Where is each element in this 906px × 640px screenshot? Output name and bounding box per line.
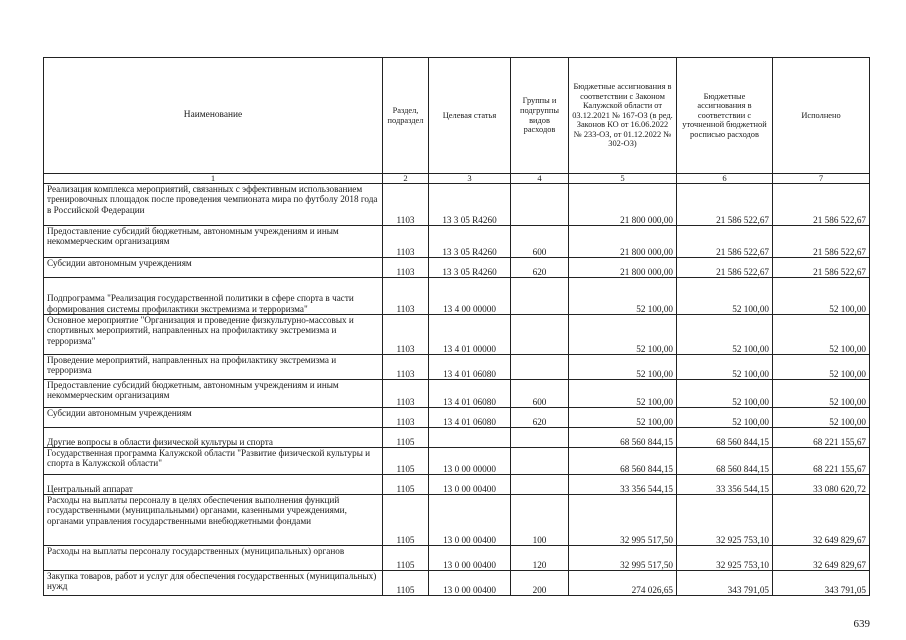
row-target-article: 13 0 00 00400 xyxy=(429,495,511,546)
row-law-allocation: 52 100,00 xyxy=(569,278,677,315)
row-target-article: 13 0 00 00400 xyxy=(429,571,511,596)
row-section: 1103 xyxy=(383,380,429,408)
row-expense-group: 100 xyxy=(511,495,569,546)
row-target-article: 13 4 01 06080 xyxy=(429,380,511,408)
row-target-article: 13 0 00 00400 xyxy=(429,475,511,495)
table-row xyxy=(44,184,870,226)
row-expense-group: 120 xyxy=(511,546,569,571)
table-row xyxy=(44,428,870,448)
row-target-article: 13 4 01 00000 xyxy=(429,315,511,355)
row-expense-group: 620 xyxy=(511,258,569,278)
row-law-allocation: 52 100,00 xyxy=(569,355,677,380)
row-expense-group xyxy=(511,475,569,495)
row-expense-group xyxy=(511,315,569,355)
table-row xyxy=(44,315,870,355)
row-name: Субсидии автономным учреждениям xyxy=(44,258,383,278)
row-law-allocation: 21 800 000,00 xyxy=(569,184,677,226)
row-section: 1105 xyxy=(383,448,429,475)
row-law-allocation: 33 356 544,15 xyxy=(569,475,677,495)
row-law-allocation: 52 100,00 xyxy=(569,315,677,355)
row-refined-allocation: 52 100,00 xyxy=(677,355,773,380)
row-target-article xyxy=(429,428,511,448)
column-header-target-article: Целевая статья xyxy=(429,58,511,174)
row-executed: 52 100,00 xyxy=(773,355,870,380)
row-refined-allocation: 21 586 522,67 xyxy=(677,258,773,278)
column-number: 4 xyxy=(511,174,569,184)
row-executed: 21 586 522,67 xyxy=(773,184,870,226)
table-row xyxy=(44,355,870,380)
row-executed: 33 080 620,72 xyxy=(773,475,870,495)
row-expense-group xyxy=(511,448,569,475)
row-executed: 68 221 155,67 xyxy=(773,428,870,448)
row-refined-allocation: 52 100,00 xyxy=(677,315,773,355)
row-target-article: 13 4 00 00000 xyxy=(429,278,511,315)
row-refined-allocation: 32 925 753,10 xyxy=(677,546,773,571)
row-section: 1103 xyxy=(383,226,429,258)
column-number: 1 xyxy=(44,174,383,184)
row-name: Другие вопросы в области физической культуры и спорта xyxy=(44,428,383,448)
column-header-expense-group: Группы и подгруппы видов расходов xyxy=(511,58,569,174)
row-law-allocation: 52 100,00 xyxy=(569,380,677,408)
row-refined-allocation: 52 100,00 xyxy=(677,278,773,315)
row-refined-allocation: 68 560 844,15 xyxy=(677,448,773,475)
row-name: Закупка товаров, работ и услуг для обеспечения государственных (муниципальных) нужд xyxy=(44,571,383,596)
row-executed: 343 791,05 xyxy=(773,571,870,596)
row-executed: 52 100,00 xyxy=(773,278,870,315)
column-number: 7 xyxy=(773,174,870,184)
row-section: 1105 xyxy=(383,495,429,546)
row-refined-allocation: 21 586 522,67 xyxy=(677,226,773,258)
table-row xyxy=(44,278,870,315)
row-name: Расходы на выплаты персоналу в целях обеспечения выполнения функций государственными (муниципальными) органами, казенными учреждениями, органами управления государственными внебюджетными фондами xyxy=(44,495,383,546)
row-expense-group: 600 xyxy=(511,380,569,408)
row-refined-allocation: 52 100,00 xyxy=(677,380,773,408)
row-name: Основное мероприятие "Организация и проведение физкультурно-массовых и спортивных мероприятий, направленных на профилактику экстремизма и терроризма" xyxy=(44,315,383,355)
row-law-allocation: 32 995 517,50 xyxy=(569,546,677,571)
row-refined-allocation: 343 791,05 xyxy=(677,571,773,596)
row-name: Государственная программа Калужской области "Развитие физической культуры и спорта в Калужской области" xyxy=(44,448,383,475)
row-target-article: 13 0 00 00400 xyxy=(429,546,511,571)
budget-execution-table xyxy=(43,57,870,596)
row-name: Проведение мероприятий, направленных на профилактику экстремизма и терроризма xyxy=(44,355,383,380)
column-header-refined-allocation: Бюджетные ассигнования в соответствии с уточненной бюджетной росписью расходов xyxy=(677,58,773,174)
row-section: 1105 xyxy=(383,428,429,448)
row-expense-group xyxy=(511,355,569,380)
row-executed: 21 586 522,67 xyxy=(773,258,870,278)
row-name: Расходы на выплаты персоналу государственных (муниципальных) органов xyxy=(44,546,383,571)
table-row xyxy=(44,226,870,258)
row-law-allocation: 52 100,00 xyxy=(569,408,677,428)
row-name: Подпрограмма "Реализация государственной политики в сфере спорта в части формирования системы профилактики экстремизма и терроризма" xyxy=(44,278,383,315)
row-section: 1105 xyxy=(383,571,429,596)
row-target-article: 13 3 05 R4260 xyxy=(429,184,511,226)
row-section: 1103 xyxy=(383,408,429,428)
table-header-row xyxy=(44,58,870,174)
row-section: 1103 xyxy=(383,315,429,355)
budget-document xyxy=(43,57,870,596)
row-refined-allocation: 32 925 753,10 xyxy=(677,495,773,546)
table-row xyxy=(44,546,870,571)
column-header-section: Раздел, подраздел xyxy=(383,58,429,174)
column-header-law-allocation: Бюджетные ассигнования в соответствии с Законом Калужской области от 03.12.2021 № 167-ОЗ (в ред. Законов КО от 16.06.2022 № 233-ОЗ, от 01.12.2022 № 302-ОЗ) xyxy=(569,58,677,174)
column-header-executed: Исполнено xyxy=(773,58,870,174)
row-executed: 21 586 522,67 xyxy=(773,226,870,258)
row-target-article: 13 4 01 06080 xyxy=(429,408,511,428)
row-name: Предоставление субсидий бюджетным, автономным учреждениям и иным некоммерческим организациям xyxy=(44,226,383,258)
row-expense-group: 200 xyxy=(511,571,569,596)
table-row xyxy=(44,258,870,278)
row-name: Предоставление субсидий бюджетным, автономным учреждениям и иным некоммерческим организациям xyxy=(44,380,383,408)
table-row xyxy=(44,380,870,408)
table-row xyxy=(44,571,870,596)
table-row xyxy=(44,408,870,428)
column-number-row xyxy=(44,174,870,184)
row-law-allocation: 68 560 844,15 xyxy=(569,428,677,448)
row-executed: 68 221 155,67 xyxy=(773,448,870,475)
row-target-article: 13 4 01 06080 xyxy=(429,355,511,380)
row-name: Реализация комплекса мероприятий, связанных с эффективным использованием тренировочных площадок после проведения чемпионата мира по футболу 2018 года в Российской Федерации xyxy=(44,184,383,226)
row-executed: 32 649 829,67 xyxy=(773,495,870,546)
table-row xyxy=(44,495,870,546)
row-law-allocation: 21 800 000,00 xyxy=(569,258,677,278)
column-header-name: Наименование xyxy=(44,58,383,174)
page-number: 639 xyxy=(853,618,870,630)
row-law-allocation: 68 560 844,15 xyxy=(569,448,677,475)
row-target-article: 13 3 05 R4260 xyxy=(429,258,511,278)
row-expense-group xyxy=(511,428,569,448)
row-section: 1103 xyxy=(383,184,429,226)
row-expense-group: 620 xyxy=(511,408,569,428)
table-row xyxy=(44,475,870,495)
row-executed: 32 649 829,67 xyxy=(773,546,870,571)
row-executed: 52 100,00 xyxy=(773,380,870,408)
row-section: 1103 xyxy=(383,355,429,380)
row-name: Субсидии автономным учреждениям xyxy=(44,408,383,428)
row-expense-group xyxy=(511,184,569,226)
row-refined-allocation: 33 356 544,15 xyxy=(677,475,773,495)
column-number: 5 xyxy=(569,174,677,184)
row-law-allocation: 21 800 000,00 xyxy=(569,226,677,258)
row-name: Центральный аппарат xyxy=(44,475,383,495)
column-number: 3 xyxy=(429,174,511,184)
row-executed: 52 100,00 xyxy=(773,315,870,355)
table-row xyxy=(44,448,870,475)
row-target-article: 13 3 05 R4260 xyxy=(429,226,511,258)
row-refined-allocation: 52 100,00 xyxy=(677,408,773,428)
row-expense-group: 600 xyxy=(511,226,569,258)
row-executed: 52 100,00 xyxy=(773,408,870,428)
column-number: 2 xyxy=(383,174,429,184)
row-law-allocation: 274 026,65 xyxy=(569,571,677,596)
row-section: 1103 xyxy=(383,258,429,278)
row-refined-allocation: 21 586 522,67 xyxy=(677,184,773,226)
row-refined-allocation: 68 560 844,15 xyxy=(677,428,773,448)
row-expense-group xyxy=(511,278,569,315)
row-section: 1105 xyxy=(383,475,429,495)
column-number: 6 xyxy=(677,174,773,184)
row-section: 1103 xyxy=(383,278,429,315)
row-section: 1105 xyxy=(383,546,429,571)
row-law-allocation: 32 995 517,50 xyxy=(569,495,677,546)
row-target-article: 13 0 00 00000 xyxy=(429,448,511,475)
